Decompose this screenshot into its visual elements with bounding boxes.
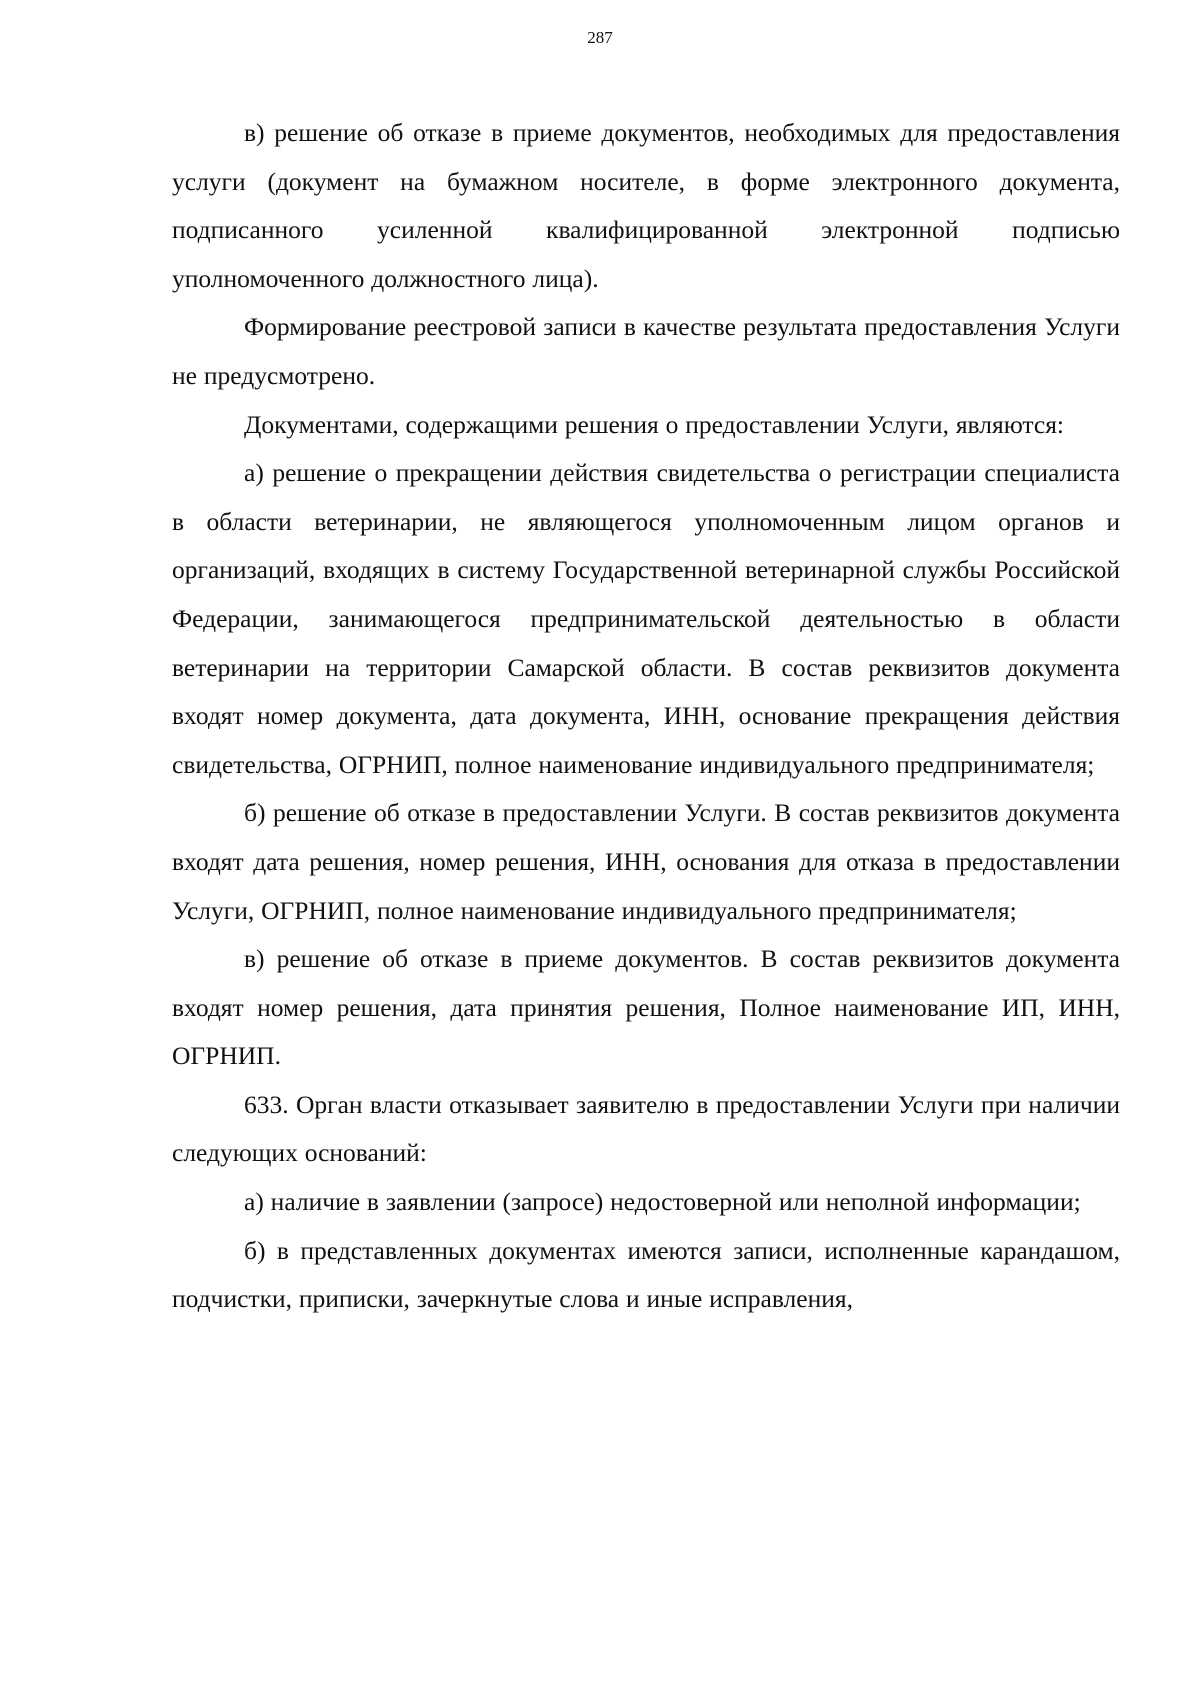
paragraph-document-rejection: в) решение об отказе в приеме документов, необходимых для предоставления услуги (документ на бумажном носителе, в форме электронного документа, подписанного усиленной квалифицированной электронной подписью уполномоченного должностного лица). — [172, 118, 1120, 293]
paragraph-item-b-refusal: б) решение об отказе в предоставлении Услуги. В состав реквизитов документа входят дата решения, номер решения, ИНН, основания для отказа в предоставлении Услуги, ОГРНИП, полное наименование индивидуального предпринимателя; — [172, 798, 1120, 925]
paragraph-ground-a: а) наличие в заявлении (запросе) недостоверной или неполной информации; — [244, 1187, 1081, 1217]
paragraph-ground-b: б) в представленных документах имеются записи, исполненные карандашом, подчистки, приписки, зачеркнутые слова и иные исправления, — [172, 1235, 1120, 1314]
page-number: 287 — [587, 28, 613, 47]
paragraph-item-a-termination: а) решение о прекращении действия свидетельства о регистрации специалиста в области ветеринарии, не являющегося уполномоченным лицом органов и организаций, входящих в систему Государственной ветеринарной службы Российской Федерации, занимающегося предпринимательской деятельностью в области ветеринарии на территории Самарской области. В состав реквизитов документа входят номер документа, дата документа, ИНН, основание прекращения действия свидетельства, ОГРНИП, полное наименование индивидуального предпринимателя; — [172, 458, 1120, 779]
document-body — [172, 109, 1120, 1324]
paragraph-decision-documents: Документами, содержащими решения о предоставлении Услуги, являются: — [244, 409, 1065, 439]
paragraph-item-v-reception-refusal: в) решение об отказе в приеме документов. В состав реквизитов документа входят номер решения, дата принятия решения, Полное наименование ИП, ИНН, ОГРНИП. — [172, 944, 1120, 1071]
paragraph-633-grounds: 633. Орган власти отказывает заявителю в предоставлении Услуги при наличии следующих оснований: — [172, 1089, 1120, 1168]
paragraph-registry-record: Формирование реестровой записи в качестве результата предоставления Услуги не предусмотрено. — [172, 312, 1120, 390]
